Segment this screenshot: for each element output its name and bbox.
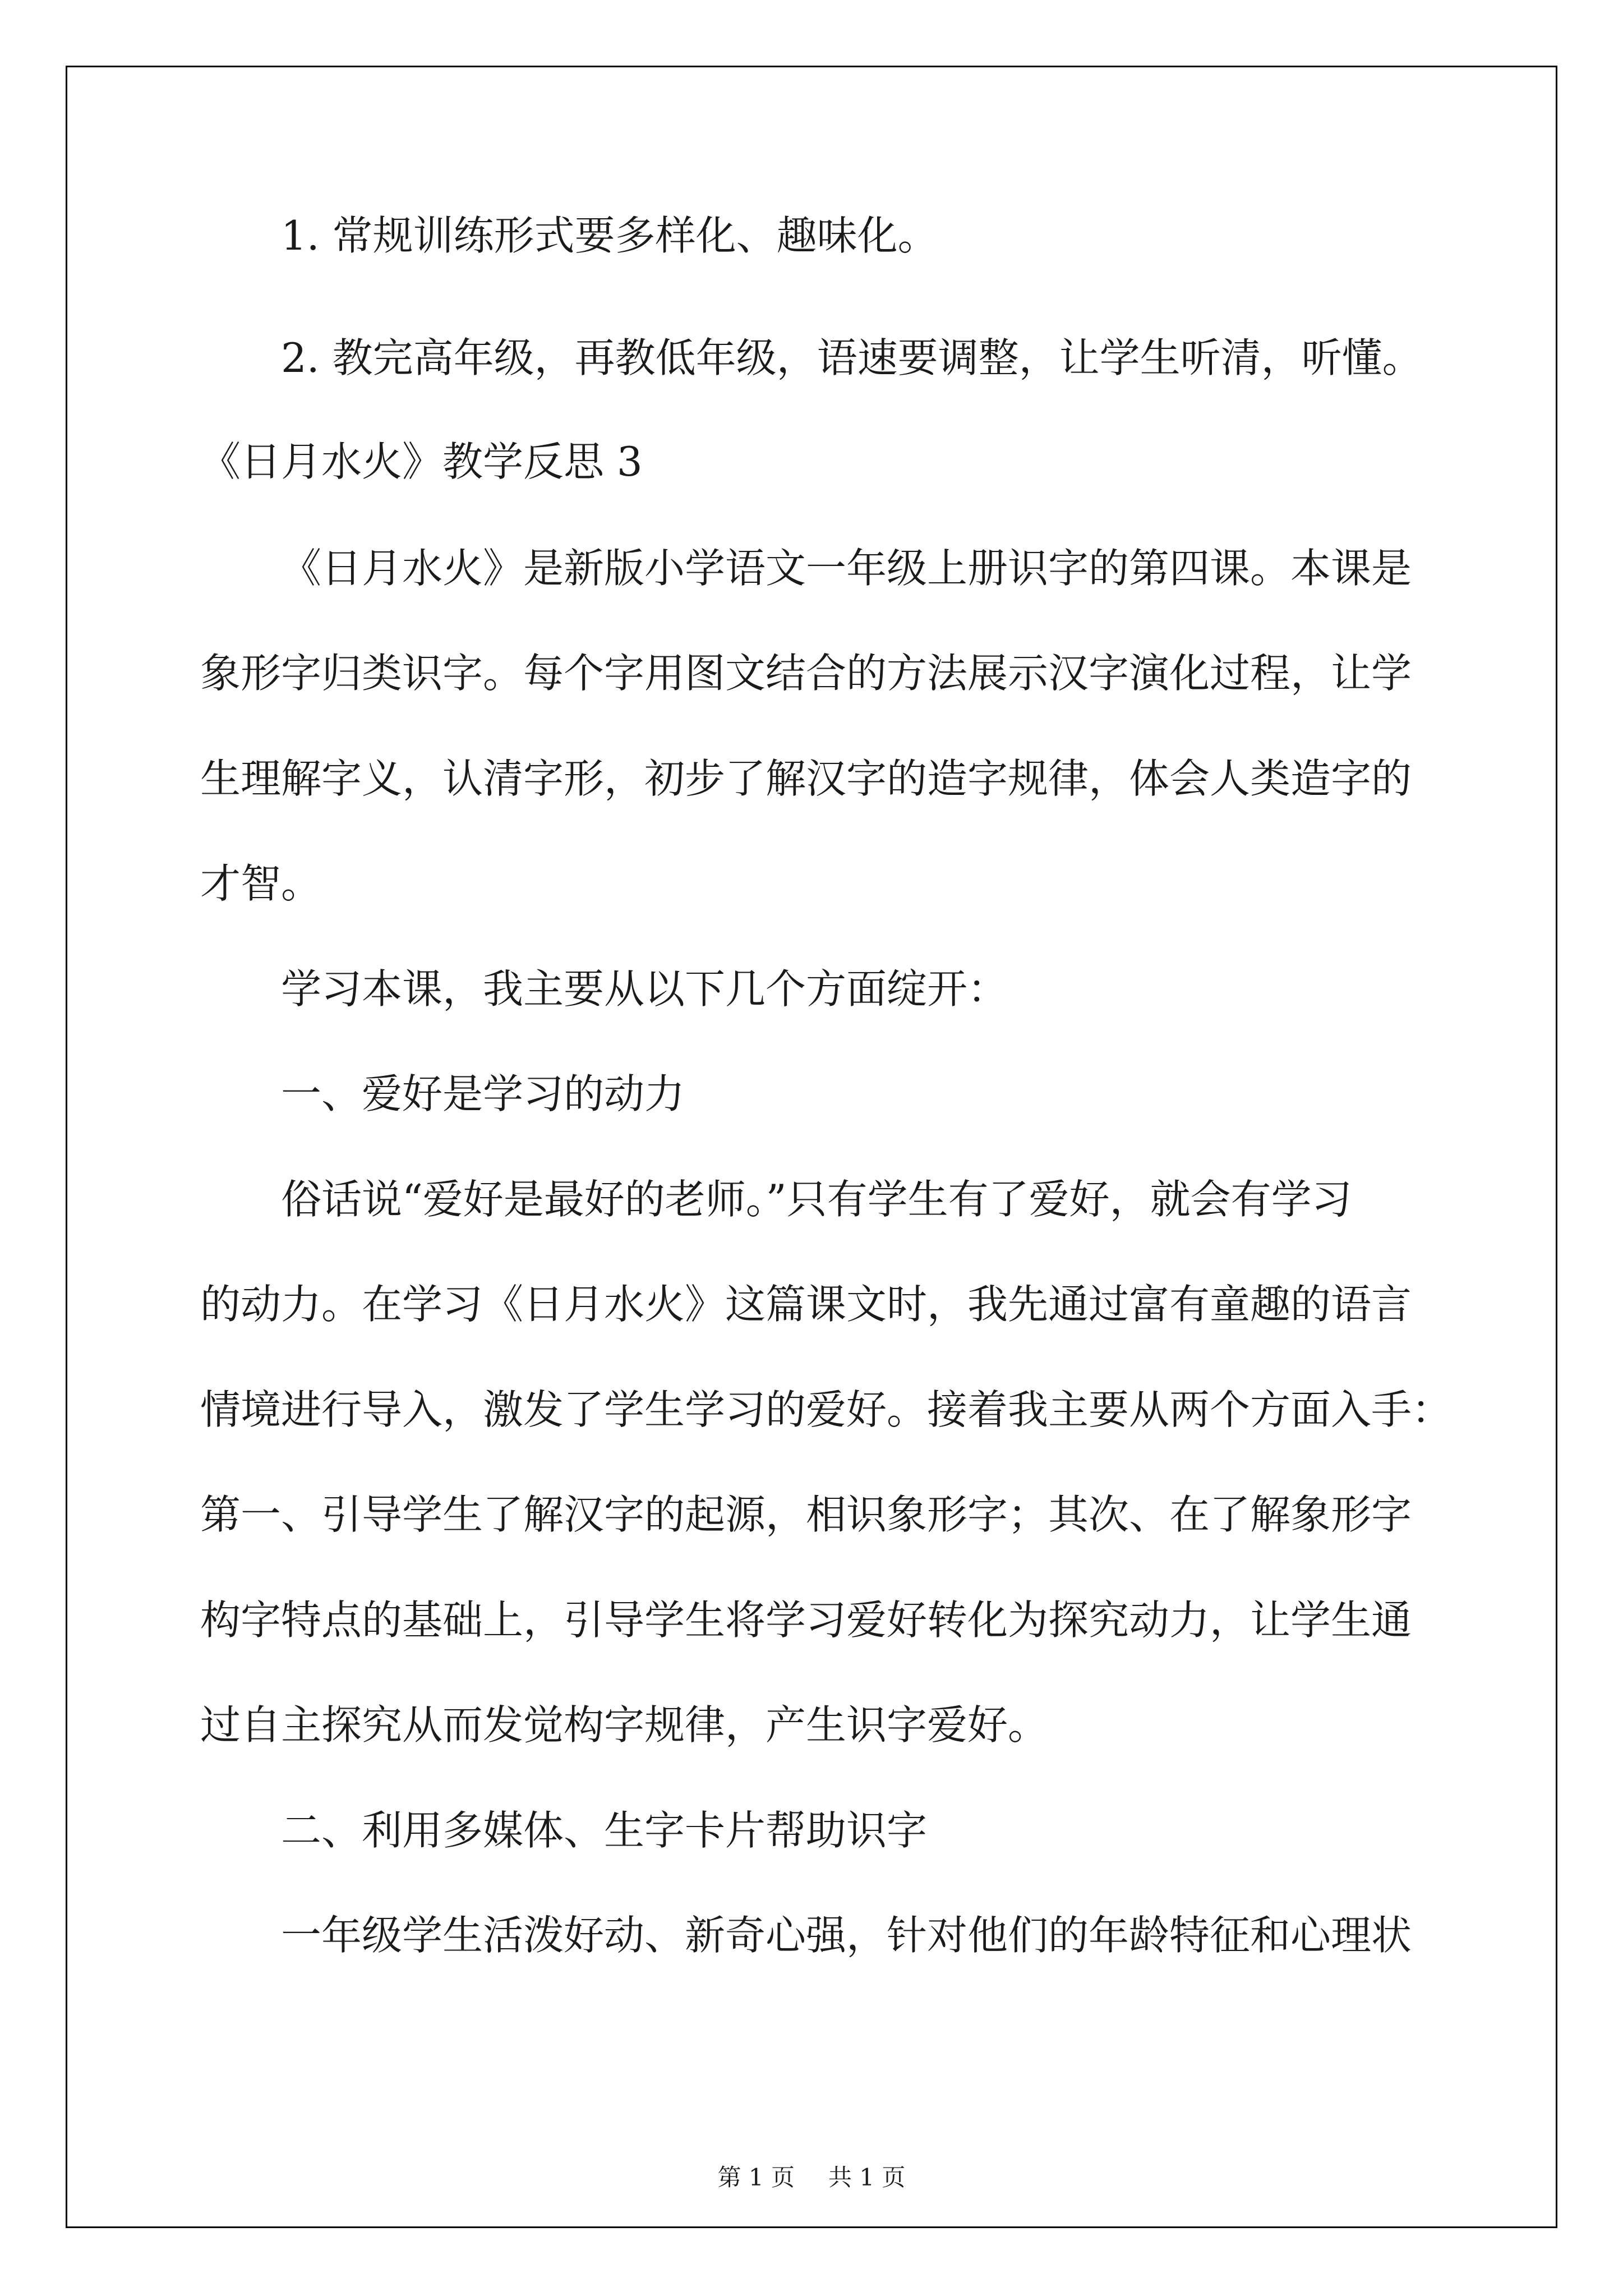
paragraph-line: 象形字归类识字。每个字用图文结合的方法展示汉字演化过程，让学 — [200, 650, 1412, 697]
paragraph-line: 2. 教完高年级，再教低年级，语速要调整，让学生听清，听懂。 — [281, 334, 1423, 381]
paragraph-line: 一年级学生活泼好动、新奇心强，针对他们的年龄特征和心理状 — [281, 1912, 1412, 1959]
paragraph-line: 生理解字义，认清字形，初步了解汉字的造字规律，体会人类造字的 — [200, 755, 1412, 802]
paragraph-line: 《日月水火》是新版小学语文一年级上册识字的第四课。本课是 — [281, 545, 1412, 592]
section-heading: 《日月水火》教学反思 3 — [200, 438, 643, 485]
page-number: 第 1 页 — [717, 2164, 795, 2191]
subheading: 一、爱好是学习的动力 — [281, 1070, 685, 1117]
paragraph-line: 过自主探究从而发觉构字规律，产生识字爱好。 — [200, 1701, 1049, 1749]
paragraph-line: 学习本课，我主要从以下几个方面绽开： — [281, 965, 1008, 1013]
paragraph-line: 俗话说“爱好是最好的老师。”只有学生有了爱好，就会有学习 — [281, 1176, 1352, 1223]
paragraph-line: 才智。 — [200, 860, 322, 907]
paragraph-line: 第一、引导学生了解汉字的起源，相识象形字；其次、在了解象形字 — [200, 1491, 1412, 1538]
paragraph-line: 构字特点的基础上，引导学生将学习爱好转化为探究动力，让学生通 — [200, 1596, 1412, 1644]
paragraph-line: 1. 常规训练形式要多样化、趣味化。 — [281, 212, 938, 259]
paragraph-line: 的动力。在学习《日月水火》这篇课文时，我先通过富有童趣的语言 — [200, 1281, 1412, 1328]
paragraph-line: 情境进行导入，激发了学生学习的爱好。接着我主要从两个方面入手： — [200, 1386, 1453, 1433]
page-footer — [0, 2161, 1623, 2194]
page-total: 共 1 页 — [828, 2164, 906, 2191]
subheading: 二、利用多媒体、生字卡片帮助识字 — [281, 1807, 928, 1854]
page-border — [66, 66, 1557, 2228]
